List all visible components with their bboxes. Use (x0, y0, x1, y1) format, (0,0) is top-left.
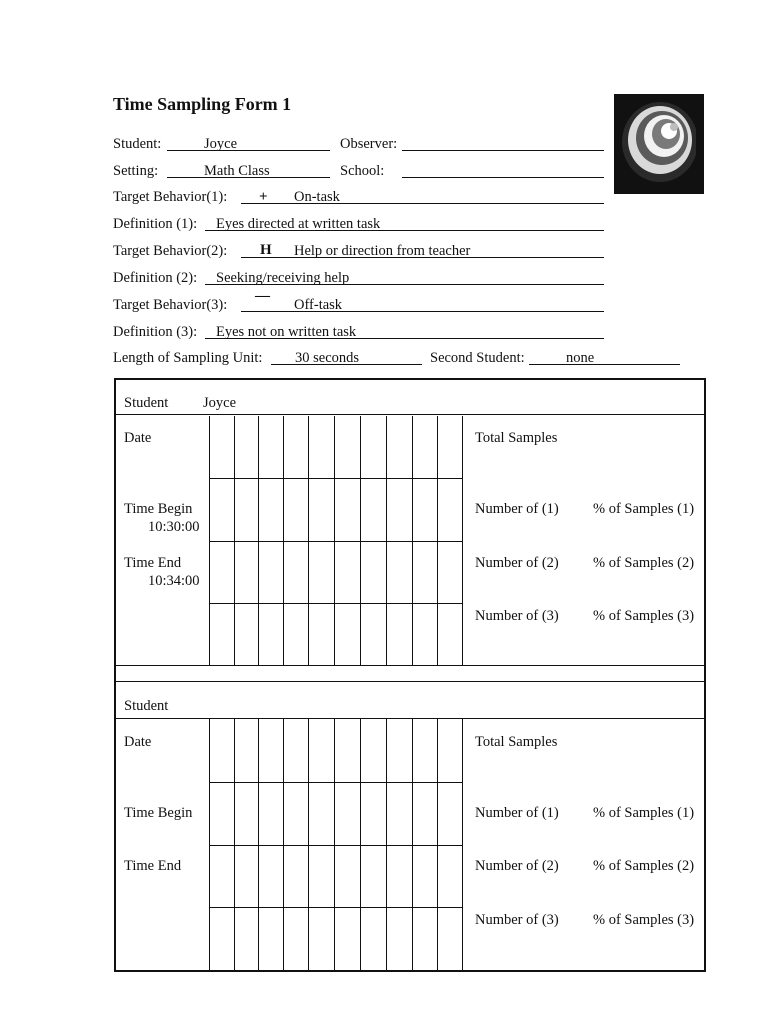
record-2-sample-grid-row-line (209, 907, 462, 908)
record-1-percent-3-label: % of Samples (3) (593, 608, 695, 624)
record-1-number-3-label: Number of (3) (475, 608, 559, 624)
record-2-sample-grid-row-line (209, 845, 462, 846)
definition-1-value[interactable]: Eyes directed at written task (216, 216, 381, 232)
record-1-sample-grid-row-line (209, 541, 462, 542)
record-separator (115, 681, 705, 682)
record-2-percent-3-label: % of Samples (3) (593, 912, 695, 928)
target-behavior-2-value[interactable]: Help or direction from teacher (294, 243, 471, 259)
record-2-header-divider (115, 718, 705, 719)
circular-target-logo-icon (614, 94, 704, 194)
record-1-student-value[interactable]: Joyce (203, 395, 237, 411)
target-behavior-1-value[interactable]: On-task (294, 189, 340, 205)
setting-value[interactable]: Math Class (204, 163, 270, 179)
student-value[interactable]: Joyce (204, 136, 238, 152)
record-2-total-samples-label: Total Samples (475, 734, 558, 750)
record-2-number-1-label: Number of (1) (475, 805, 559, 821)
definition-2-value[interactable]: Seeking/receiving help (216, 270, 350, 286)
record-1-header-divider (115, 414, 705, 415)
second-student-value[interactable]: none (566, 350, 595, 366)
definition-2-label: Definition (2): (113, 270, 198, 286)
target-behavior-2-symbol: H (260, 242, 272, 258)
target-behavior-3-value[interactable]: Off-task (294, 297, 343, 313)
observer-label: Observer: (340, 136, 398, 152)
record-2-sample-grid-row-line (209, 782, 462, 783)
target-behavior-2-label: Target Behavior(2): (113, 243, 228, 259)
record-1-total-samples-label: Total Samples (475, 430, 558, 446)
observer-line (402, 150, 604, 151)
student-line (167, 150, 330, 151)
record-1-sample-grid-row-line (209, 603, 462, 604)
record-2-number-3-label: Number of (3) (475, 912, 559, 928)
length-label: Length of Sampling Unit: (113, 350, 263, 366)
record-1-time-begin-value[interactable]: 10:30:00 (148, 519, 200, 535)
definition-1-label: Definition (1): (113, 216, 198, 232)
records-box (114, 378, 706, 972)
definition-3-label: Definition (3): (113, 324, 198, 340)
form-title: Time Sampling Form 1 (113, 94, 292, 114)
record-1-student-label: Student (124, 395, 169, 411)
school-line (402, 177, 604, 178)
record-2-student-label: Student (124, 698, 169, 714)
target-behavior-1-symbol: + (259, 189, 268, 205)
record-2-sample-grid-column-line (462, 719, 463, 970)
record-1-date-label: Date (124, 430, 152, 446)
record-1-time-begin-label: Time Begin (124, 501, 193, 517)
record-1-sample-grid-column-line (462, 416, 463, 665)
record-1-time-end-label: Time End (124, 555, 182, 571)
student-label: Student: (113, 136, 162, 152)
record-1-bottom-divider (115, 665, 705, 666)
record-1-number-2-label: Number of (2) (475, 555, 559, 571)
record-1-percent-2-label: % of Samples (2) (593, 555, 695, 571)
record-2-date-label: Date (124, 734, 152, 750)
setting-label: Setting: (113, 163, 159, 179)
length-value[interactable]: 30 seconds (295, 350, 360, 366)
record-2-percent-1-label: % of Samples (1) (593, 805, 695, 821)
record-2-percent-2-label: % of Samples (2) (593, 858, 695, 874)
second-student-label: Second Student: (430, 350, 525, 366)
record-1-sample-grid-row-line (209, 478, 462, 479)
second-student-line (529, 364, 680, 365)
record-1-number-1-label: Number of (1) (475, 501, 559, 517)
target-behavior-3-label: Target Behavior(3): (113, 297, 228, 313)
record-2-time-begin-label: Time Begin (124, 805, 193, 821)
record-2-time-end-label: Time End (124, 858, 182, 874)
record-1-time-end-value[interactable]: 10:34:00 (148, 573, 200, 589)
target-behavior-1-label: Target Behavior(1): (113, 189, 228, 205)
record-2-number-2-label: Number of (2) (475, 858, 559, 874)
definition-3-value[interactable]: Eyes not on written task (216, 324, 357, 340)
record-1-percent-1-label: % of Samples (1) (593, 501, 695, 517)
school-label: School: (340, 163, 385, 179)
target-behavior-3-symbol: — (255, 288, 270, 304)
